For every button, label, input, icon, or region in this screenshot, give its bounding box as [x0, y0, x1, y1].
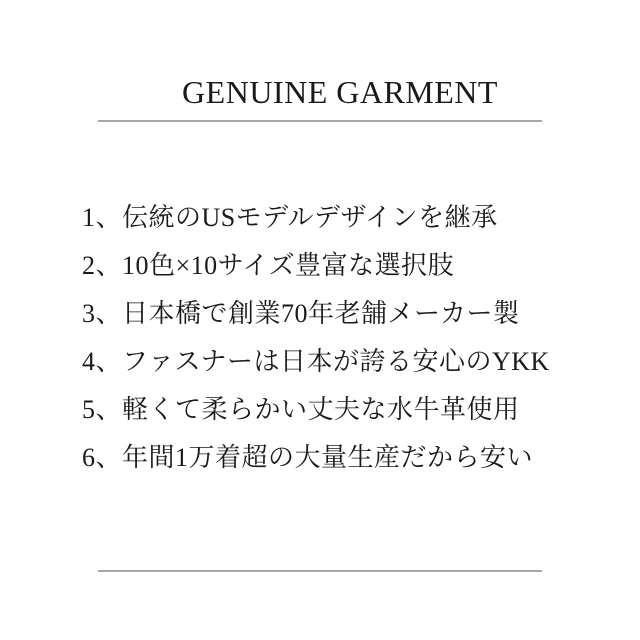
- item-number: 5、: [82, 395, 123, 424]
- page-title: GENUINE GARMENT: [182, 74, 498, 110]
- item-number: 3、: [82, 299, 123, 328]
- list-item: [82, 338, 640, 386]
- item-text: ファスナーは日本が誇る安心のYKK: [122, 347, 550, 376]
- item-number: 1、: [82, 203, 123, 232]
- item-text: 日本橋で創業70年老舗メーカー製: [122, 299, 520, 328]
- list-item: [82, 242, 640, 290]
- item-number: 2、: [82, 251, 123, 280]
- list-item: [82, 194, 640, 242]
- item-number: 4、: [82, 347, 123, 376]
- list-item: [82, 290, 640, 338]
- list-item: [82, 434, 640, 482]
- item-text: 伝統のUSモデルデザインを継承: [122, 203, 498, 232]
- item-text: 10色×10サイズ豊富な選択肢: [122, 251, 455, 280]
- item-number: 6、: [82, 443, 123, 472]
- feature-list: [0, 194, 640, 482]
- item-text: 年間1万着超の大量生産だから安い: [122, 443, 534, 472]
- bottom-divider: [98, 570, 542, 572]
- item-text: 軽くて柔らかい丈夫な水牛革使用: [122, 395, 520, 424]
- list-item: [82, 386, 640, 434]
- top-divider: [98, 120, 542, 122]
